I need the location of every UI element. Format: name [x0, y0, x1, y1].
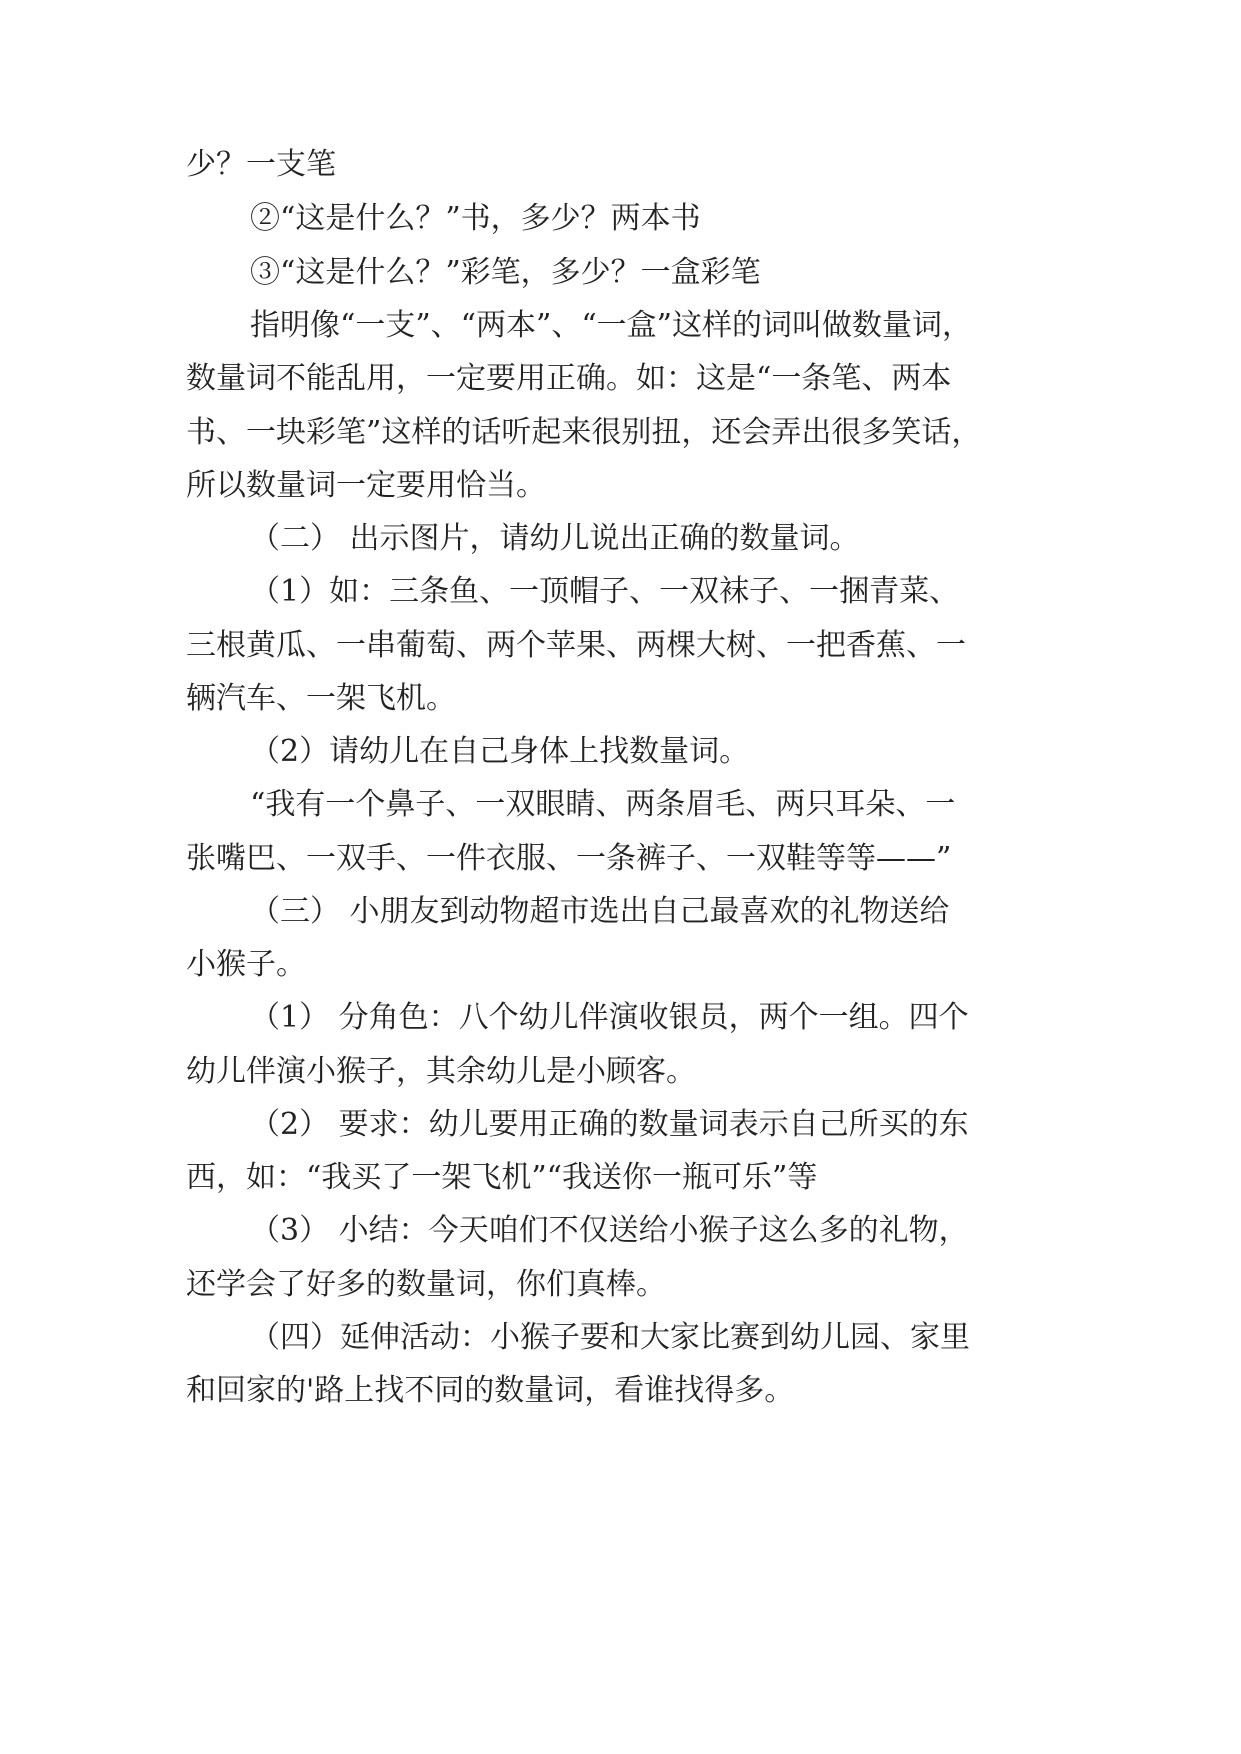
text-line: （二） 出示图片，请幼儿说出正确的数量词。 — [250, 521, 860, 556]
text-line: （3） 小结：今天咱们不仅送给小猴子这么多的礼物， — [250, 1213, 969, 1248]
text-line: 还学会了好多的数量词，你们真棒。 — [186, 1267, 666, 1302]
text-line: 书、一块彩笔”这样的话听起来很别扭，还会弄出很多笑话， — [186, 415, 982, 450]
text-line: （四）延伸活动：小猴子要和大家比赛到幼儿园、家里 — [250, 1320, 970, 1355]
text-line: 指明像“一支”、“两本”、“一盒”这样的词叫做数量词， — [250, 308, 973, 343]
text-line: 少？一支笔 — [186, 147, 336, 182]
text-line: ③“这是什么？”彩笔，多少？一盒彩笔 — [250, 255, 761, 290]
text-line: 小猴子。 — [186, 947, 306, 982]
text-line: 三根黄瓜、一串葡萄、两个苹果、两棵大树、一把香蕉、一 — [186, 628, 966, 663]
text-line: （1）如：三条鱼、一顶帽子、一双袜子、一捆青菜、 — [250, 574, 960, 609]
text-line: （2） 要求：幼儿要用正确的数量词表示自己所买的东 — [250, 1107, 969, 1142]
text-line: 辆汽车、一架飞机。 — [186, 681, 456, 716]
text-line: （三） 小朋友到动物超市选出自己最喜欢的礼物送给 — [250, 894, 950, 929]
text-line: （2）请幼儿在自己身体上找数量词。 — [250, 734, 750, 769]
text-line: “我有一个鼻子、一双眼睛、两条眉毛、两只耳朵、一 — [250, 787, 956, 822]
text-line: 幼儿伴演小猴子，其余幼儿是小顾客。 — [186, 1054, 696, 1089]
text-line: ②“这是什么？”书，多少？两本书 — [250, 201, 701, 236]
text-line: 所以数量词一定要用恰当。 — [186, 468, 546, 503]
text-line: 和回家的'路上找不同的数量词，看谁找得多。 — [186, 1373, 795, 1408]
text-line: （1） 分角色：八个幼儿伴演收银员，两个一组。四个 — [250, 1000, 969, 1035]
text-line: 西，如：“我买了一架飞机”“我送你一瓶可乐”等 — [186, 1160, 818, 1195]
text-line: 张嘴巴、一双手、一件衣服、一条裤子、一双鞋等等——” — [186, 841, 952, 876]
text-line: 数量词不能乱用，一定要用正确。如：这是“一条笔、两本 — [186, 361, 952, 396]
